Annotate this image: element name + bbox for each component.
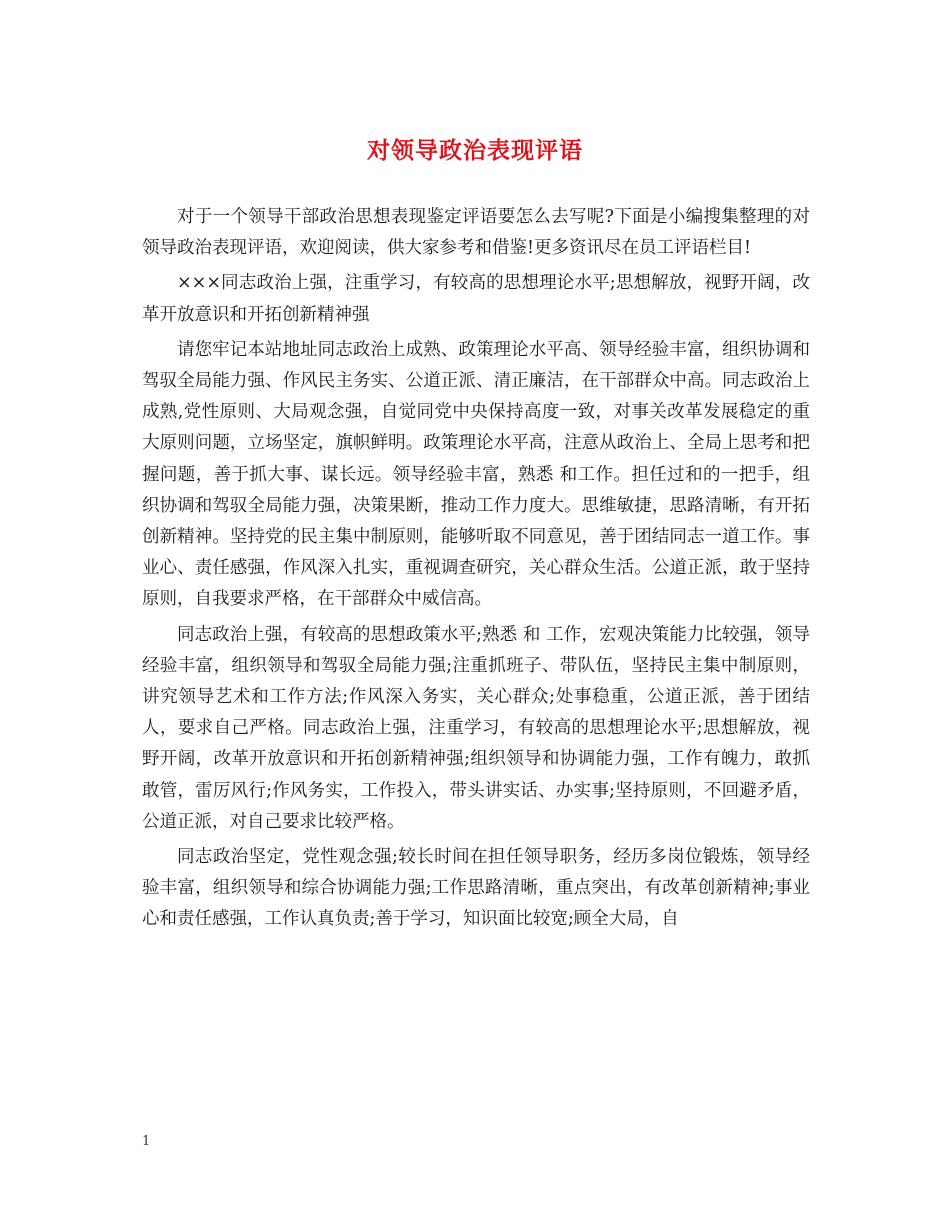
paragraph-2: 请您牢记本站地址同志政治上成熟、政策理论水平高、领导经验丰富，组织协调和驾驭全局能力强、作风民主务实、公道正派、清正廉洁，在干部群众中高。同志政治上成熟,党性原则、大局观念强，自觉同党中央保持高度一致，对事关改革发展稳定的重大原则问题，立场坚定，旗帜鲜明。政策理论水平高，注意从政治上、全局上思考和把握问题，善于抓大事、谋长远。领导经验丰富，熟悉 和工作。担任过和的一把手，组织协调和驾驭全局能力强，决策果断，推动工作力度大。思维敏捷，思路清晰，有开拓创新精神。坚持党的民主集中制原则，能够听取不同意见，善于团结同志一道工作。事业心、责任感强，作风深入扎实，重视调查研究，关心群众生活。公道正派，敢于坚持原则，自我要求严格，在干部群众中威信高。	[142, 339, 810, 610]
document-title: 对领导政治表现评语	[367, 137, 583, 164]
document-body	[142, 202, 810, 940]
paragraph-1: ×××同志政治上强，注重学习，有较高的思想理论水平;思想解放，视野开阔，改革开放意识和开拓创新精神强	[142, 273, 810, 325]
paragraph-3: 同志政治上强，有较高的思想政策水平;熟悉 和 工作，宏观决策能力比较强，领导经验丰富，组织领导和驾驭全局能力强;注重抓班子、带队伍，坚持民主集中制原则，讲究领导艺术和工作方法;作风深入务实，关心群众;处事稳重，公道正派，善于团结人，要求自己严格。同志政治上强，注重学习，有较高的思想理论水平;思想解放，视野开阔，改革开放意识和开拓创新精神强;组织领导和协调能力强，工作有魄力，敢抓敢管，雷厉风行;作风务实，工作投入，带头讲实话、办实事;坚持原则，不回避矛盾，公道正派，对自己要求比较严格。	[142, 624, 810, 832]
paragraph-4: 同志政治坚定，党性观念强;较长时间在担任领导职务，经历多岗位锻炼，领导经验丰富，组织领导和综合协调能力强;工作思路清晰，重点突出，有改革创新精神;事业心和责任感强，工作认真负责;善于学习，知识面比较宽;顾全大局，自	[142, 847, 810, 930]
page-number: 1	[142, 1134, 151, 1149]
paragraph-intro: 对于一个领导干部政治思想表现鉴定评语要怎么去写呢?下面是小编搜集整理的对领导政治表现评语，欢迎阅读，供大家参考和借鉴!更多资讯尽在员工评语栏目!	[142, 207, 810, 259]
